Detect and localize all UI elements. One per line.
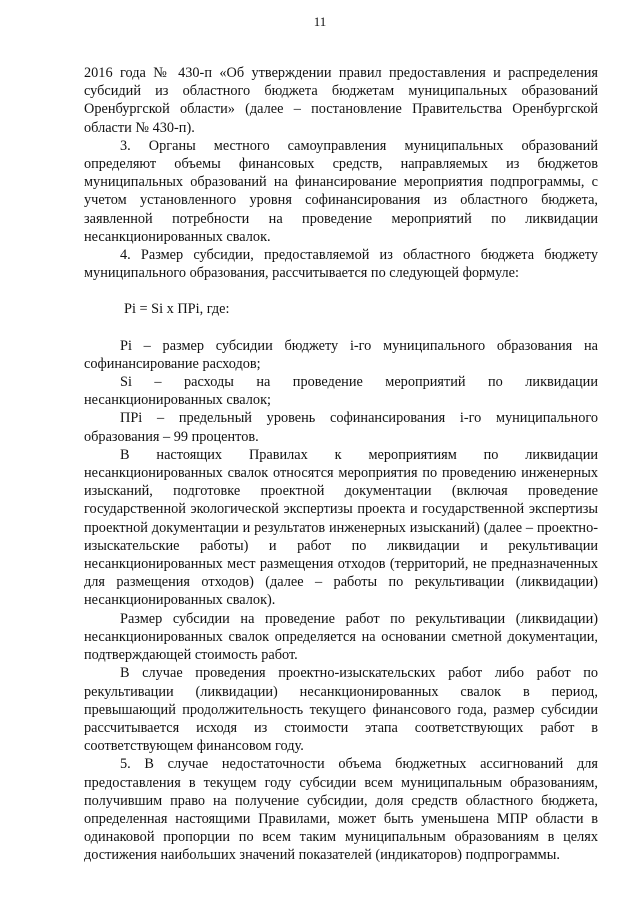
paragraph-item-4: 4. Размер субсидии, предоставляемой из областного бюджета бюджету муниципального образования, рассчитывается по следующей формуле:	[84, 247, 598, 282]
definition-si: Si – расходы на проведение мероприятий по ликвидации несанкционированных свалок;	[84, 374, 598, 409]
paragraph-item-3: 3. Органы местного самоуправления муниципальных образований определяют объемы финансовых средств, направляемых из бюджетов муниципальных образований на финансирование мероприятия подпрограммы, с учетом установленного уровня софинансирования из областного бюджета, заявленной потребности на проведение мероприятий по ликвидации несанкционированных свалок.	[84, 137, 598, 245]
paragraph-subsidy-size: Размер субсидии на проведение работ по рекультивации (ликвидации) несанкционированных свалок определяется на основании сметной документации, подтверждающей стоимость работ.	[84, 610, 598, 664]
page-number: 11	[313, 14, 327, 29]
document-body	[84, 64, 598, 865]
paragraph-measures-definition: В настоящих Правилах к мероприятиям по ликвидации несанкционированных свалок относятся мероприятия по проведению инженерных изысканий, подготовке проектной документации (включая проведение государственной экологической экспертизы проекта и государственной экспертизы проектной документации и результатов инженерных изысканий) (далее – проектно-изыскательские работы) и работ по ликвидации и рекультивации несанкционированных мест размещения отходов (территорий, не предназначенных для размещения отходов) (далее – работы по рекультивации (ликвидации) несанкционированных свалок).	[84, 446, 598, 609]
definition-pi: Pi – размер субсидии бюджету i-го муниципального образования на софинансирование расходов;	[84, 337, 598, 372]
paragraph-multi-year-works: В случае проведения проектно-изыскательских работ либо работ по рекультивации (ликвидации) несанкционированных свалок в период, превышающий продолжительность текущего финансового года, размер субсидии рассчитывается исходя из стоимости этапа соответствующих работ в соответствующем финансовом году.	[84, 665, 598, 755]
definition-ppi: ПPi – предельный уровень софинансирования i-го муниципального образования – 99 процентов.	[84, 410, 598, 445]
subsidy-formula: Pi = Si x ПPi, где:	[124, 301, 230, 318]
paragraph-item-5: 5. В случае недостаточности объема бюджетных ассигнований для предоставления в текущем году субсидии всем муниципальным образованиям, получившим право на получение субсидии, доля средств областного бюджета, определенная настоящими Правилами, может быть уменьшена МПР области в одинаковой пропорции по всем таким муниципальным образованиям в целях достижения наибольших значений показателей (индикаторов) подпрограммы.	[84, 756, 598, 864]
paragraph-continuation: 2016 года № 430-п «Об утверждении правил предоставления и распределения субсидий из областного бюджета бюджетам муниципальных образований Оренбургской области» (далее – постановление Правительства Оренбургской области № 430-п).	[84, 65, 598, 136]
